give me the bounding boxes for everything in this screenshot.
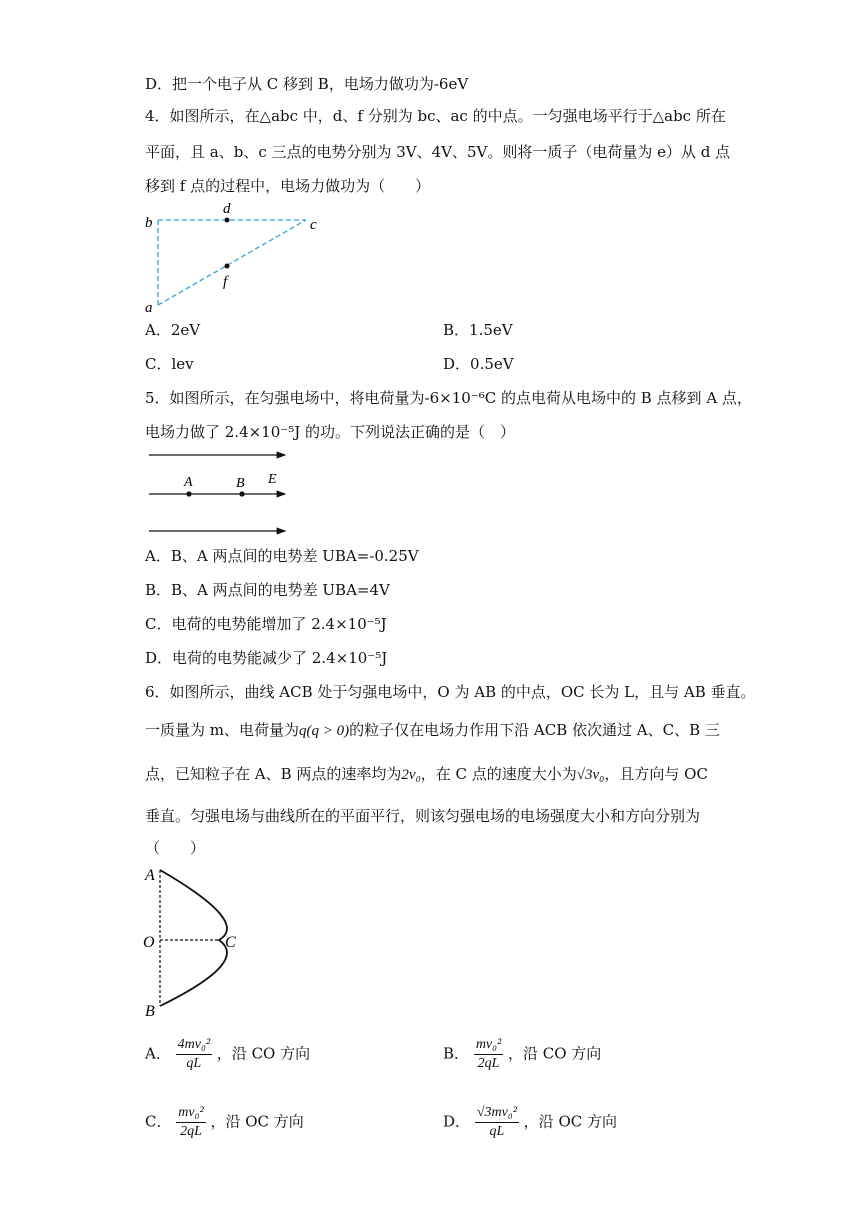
- q6-stem-line1: 6．如图所示，曲线 ACB 处于匀强电场中，O 为 AB 的中点，OC 长为 L，且与 AB 垂直。: [145, 683, 756, 701]
- label-c: C: [225, 934, 236, 951]
- label-d: d: [223, 201, 231, 217]
- option-direction: ，沿 OC 方向: [523, 1112, 617, 1131]
- q5-field-figure: [145, 445, 295, 540]
- numerator: 4mv₀²: [176, 1036, 212, 1055]
- q4-stem-line2: 平面，且 a、b、c 三点的电势分别为 3V、4V、5V。则将一质子（电荷量为 e）从 d 点: [145, 143, 731, 161]
- q4-stem-line3: 移到 f 点的过程中，电场力做功为（ ）: [145, 177, 431, 195]
- q6-stem-line4: 垂直。匀强电场与曲线所在的平面平行，则该匀强电场的电场强度大小和方向分别为: [145, 807, 701, 825]
- q5-option-b[interactable]: B．B、A 两点间的电势差 UBA=4V: [145, 581, 390, 599]
- point-b: [239, 491, 244, 496]
- fraction: [176, 1036, 212, 1073]
- q3-option-d: D．把一个电子从 C 移到 B，电场力做功为-6eV: [145, 75, 469, 93]
- q4-triangle-figure: [140, 198, 330, 318]
- option-letter: D．: [443, 1112, 471, 1131]
- numerator: mv₀²: [474, 1036, 503, 1055]
- q5-stem-line1: 5．如图所示，在匀强电场中，将电荷量为-6×10⁻⁶C 的点电荷从电场中的 B 点移到 A 点，: [145, 389, 752, 407]
- q5-option-c[interactable]: C．电荷的电势能增加了 2.4×10⁻⁵J: [145, 615, 387, 633]
- option-direction: ，沿 OC 方向: [210, 1112, 304, 1131]
- q4-option-c[interactable]: C．lev: [145, 355, 194, 373]
- q5-option-d[interactable]: D．电荷的电势能减少了 2.4×10⁻⁵J: [145, 649, 388, 667]
- option-letter: B．: [443, 1044, 470, 1063]
- q6-stem-line5: （ ）: [145, 839, 206, 857]
- label-b: B: [145, 1003, 155, 1020]
- fraction: [475, 1104, 519, 1141]
- label-b: b: [145, 215, 153, 231]
- q6-line3-text-b: ，在 C 点的速度大小为: [420, 765, 577, 783]
- q6-stem-line2: [145, 720, 720, 741]
- q6-line2-text-b: 的粒子仅在电场力作用下沿 ACB 依次通过 A、C、B 三: [349, 721, 720, 739]
- denominator: qL: [489, 1124, 505, 1139]
- q6-option-b[interactable]: [443, 1036, 601, 1073]
- label-o: O: [143, 934, 155, 951]
- curve-acb: [160, 870, 227, 1006]
- q6-math-q: q(q > 0): [299, 723, 350, 739]
- q5-stem-line2: 电场力做了 2.4×10⁻⁵J 的功。下列说法正确的是（ ）: [145, 423, 515, 441]
- q6-stem-line3: [145, 764, 708, 785]
- q4-option-b[interactable]: B．1.5eV: [443, 321, 513, 339]
- option-direction: ，沿 CO 方向: [507, 1044, 602, 1063]
- label-f: f: [223, 274, 228, 290]
- denominator: 2qL: [477, 1056, 500, 1071]
- denominator: qL: [186, 1056, 202, 1071]
- q6-line2-text-a: 一质量为 m、电荷量为: [145, 721, 299, 739]
- q4-option-d[interactable]: D．0.5eV: [443, 355, 514, 373]
- fraction: [176, 1104, 205, 1141]
- numerator: mv₀²: [176, 1104, 205, 1123]
- option-letter: C．: [145, 1112, 172, 1131]
- q4-stem-line1: 4．如图所示，在△abc 中，d、f 分别为 bc、ac 的中点。一匀强电场平行于△abc 所在: [145, 107, 726, 125]
- label-b: B: [236, 476, 245, 491]
- point-d: [225, 218, 230, 223]
- q6-option-c[interactable]: [145, 1104, 304, 1141]
- side-ac: [158, 220, 306, 305]
- option-letter: A．: [145, 1044, 171, 1063]
- q6-line3-text-c: ，且方向与 OC: [604, 765, 708, 783]
- label-a: A: [184, 475, 193, 490]
- q6-math-2v0: 2v₀: [401, 767, 421, 783]
- point-f: [225, 264, 230, 269]
- numerator: √3mv₀²: [475, 1104, 519, 1123]
- q6-curve-figure: [140, 862, 250, 1022]
- denominator: 2qL: [180, 1124, 202, 1139]
- fraction: [474, 1036, 503, 1073]
- q6-option-d[interactable]: [443, 1104, 617, 1141]
- label-c: c: [310, 217, 317, 233]
- q6-line3-text-a: 点，已知粒子在 A、B 两点的速率均为: [145, 765, 402, 783]
- q6-math-sqrt3v0: √3v₀: [576, 767, 605, 783]
- q6-option-a[interactable]: [145, 1036, 310, 1073]
- label-a: A: [145, 867, 155, 884]
- point-a: [186, 491, 191, 496]
- q4-option-a[interactable]: A．2eV: [145, 321, 201, 339]
- option-direction: ，沿 CO 方向: [216, 1044, 311, 1063]
- label-a: a: [145, 300, 153, 316]
- label-e: E: [268, 472, 277, 487]
- q5-option-a[interactable]: A．B、A 两点间的电势差 UBA=-0.25V: [145, 547, 419, 565]
